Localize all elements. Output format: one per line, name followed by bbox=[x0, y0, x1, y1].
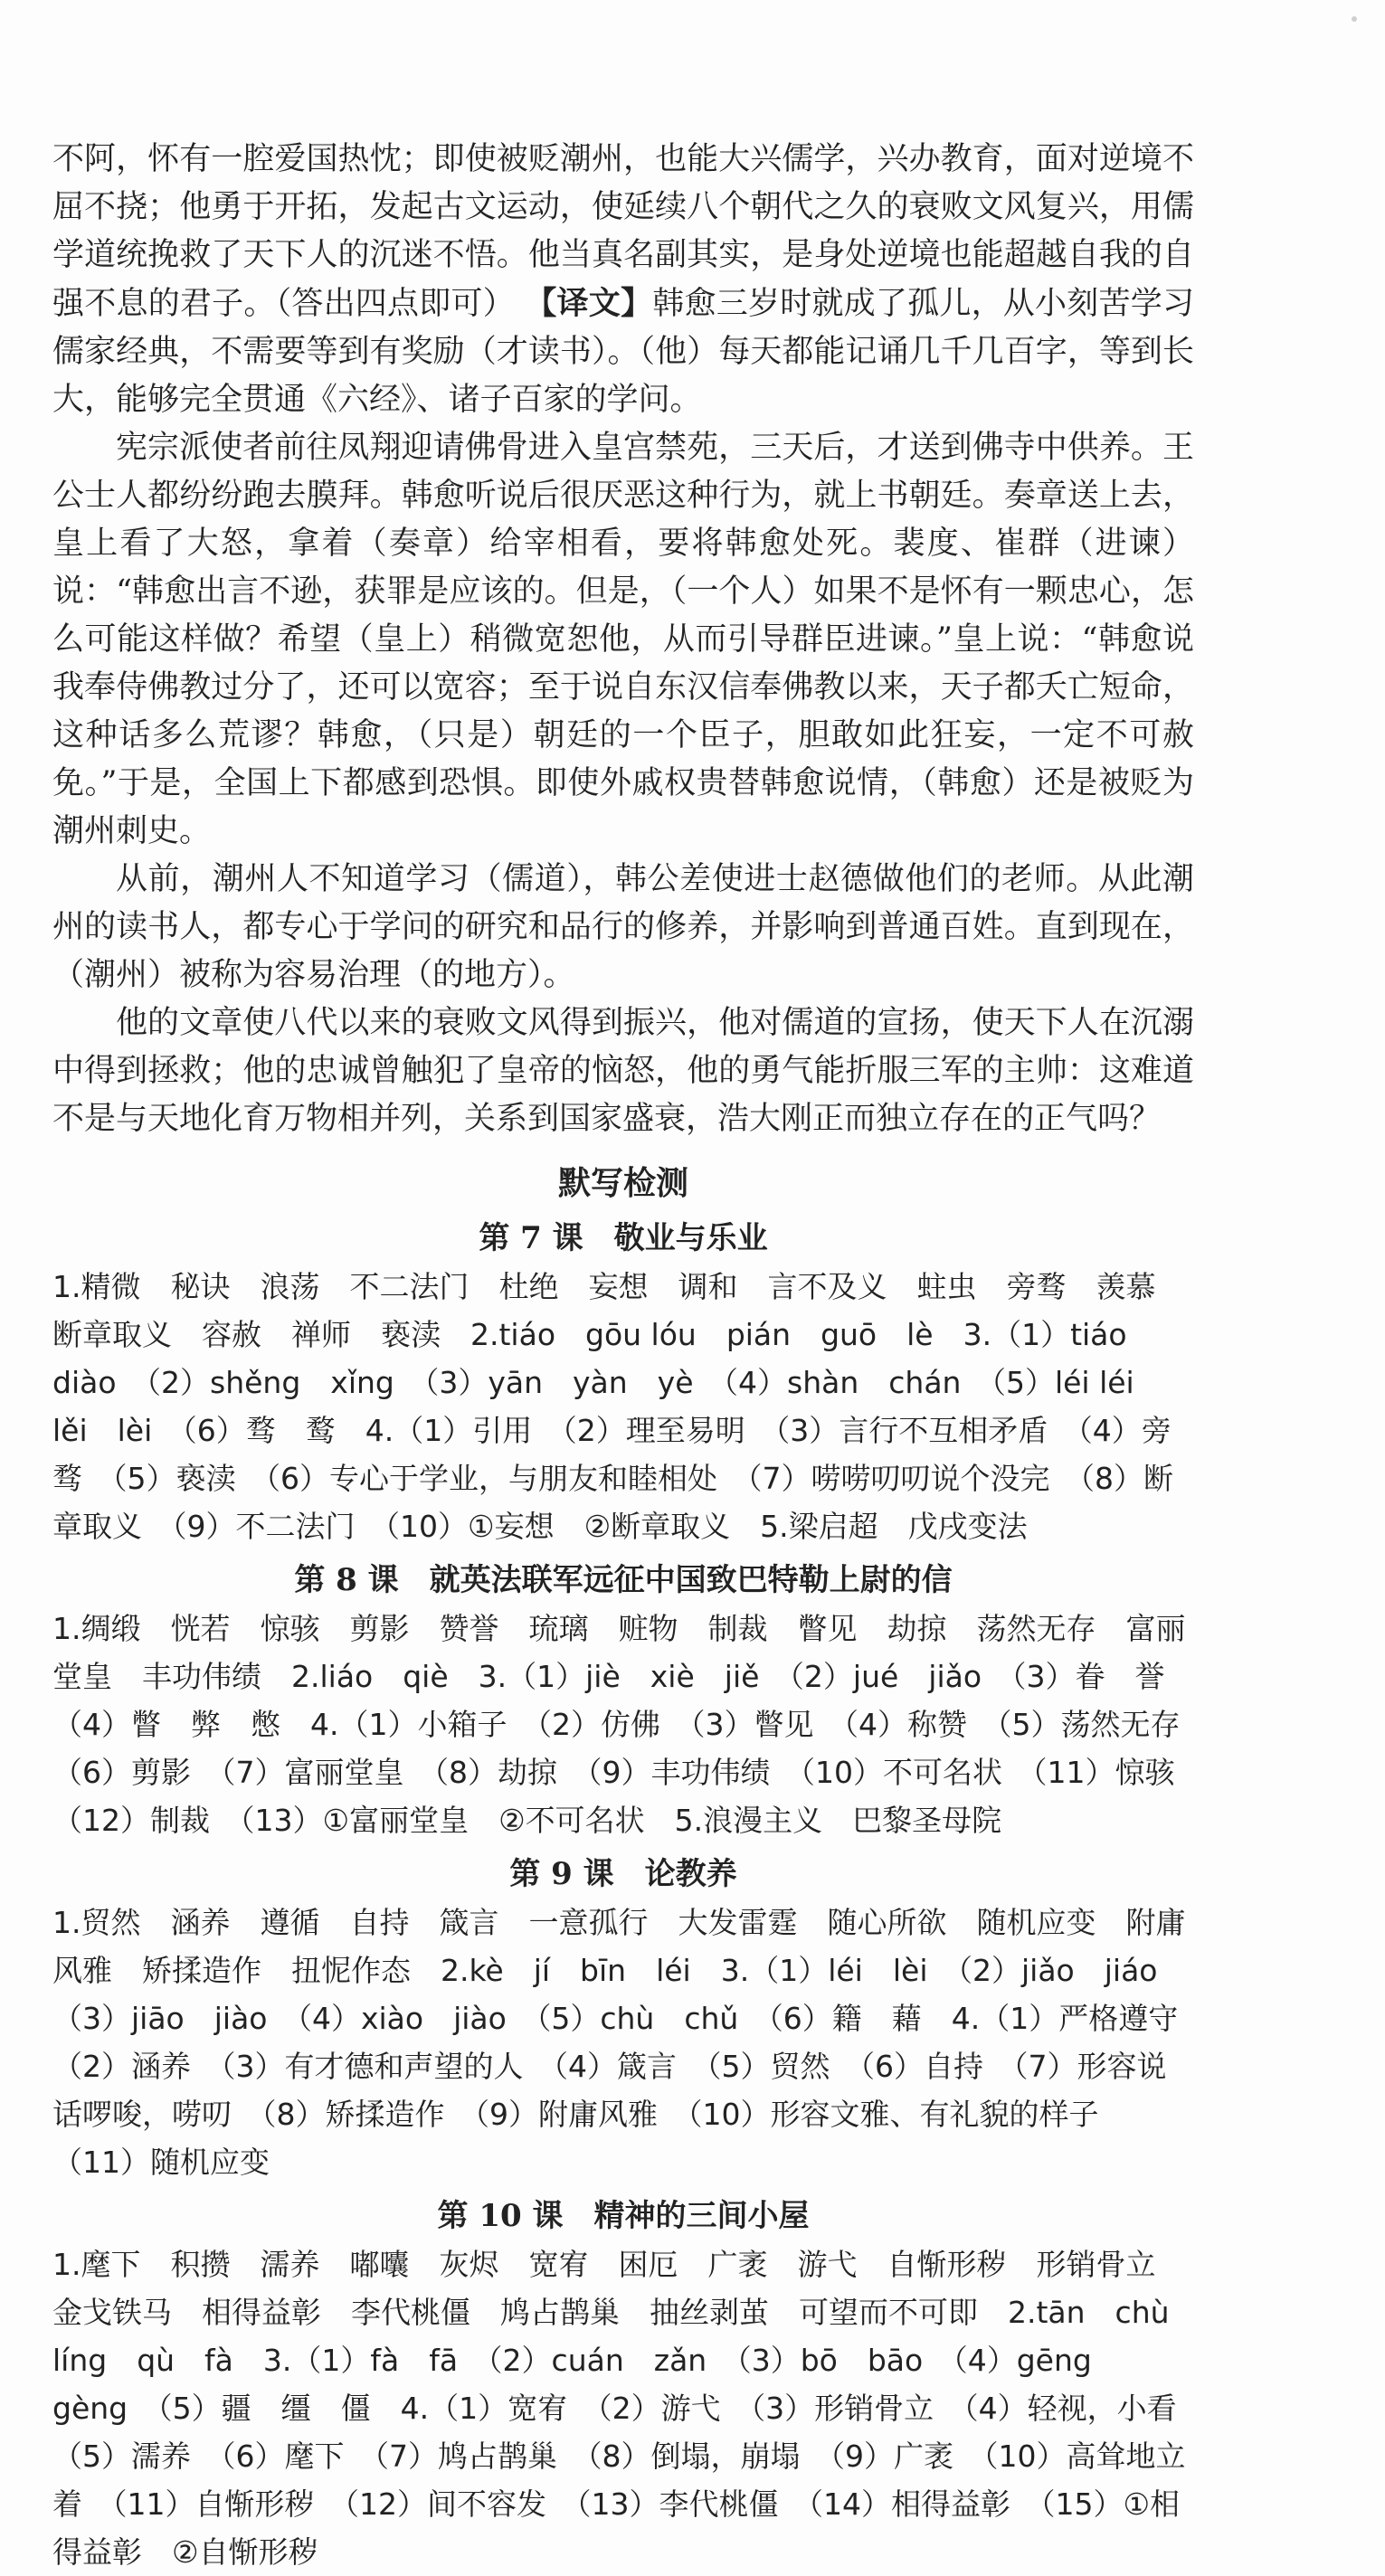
translation-paragraph-2: 从前，潮州人不知道学习（儒道），韩公差使进士赵德做他们的老师。从此潮州的读书人，都专心于学问的研究和品行的修养，并影响到普通百姓。直到现在，（潮州）被称为容易治理（的地方）。 bbox=[52, 861, 1194, 993]
intro-paragraph bbox=[52, 136, 1194, 424]
lesson-answers-7: 1.精微 秘诀 浪荡 不二法门 杜绝 妄想 调和 言不及义 蛀虫 旁骛 羡慕 断章取义 容赦 禅师 亵渎 2.tiáo gōu lóu pián guō lè 3.（1）tiáo diào （2）shěng xǐng （3）yān yàn yè （4）shàn chán （5）léi léi lěi lèi （6）骛 鹜 4.（1）引用 （2）理至易明 （3）言行不互相矛盾 （4）旁骛 （5）亵渎 （6）专心于学业，与朋友和睦相处 （7）唠唠叨叨说个没完 （8）断章取义 （9）不二法门 （10）①妄想 ②断章取义 5.梁启超 戊戌变法 bbox=[52, 1269, 1186, 1544]
lesson-title-8: 第 8 课 就英法联军远征中国致巴特勒上尉的信 bbox=[294, 1562, 953, 1598]
scan-dot bbox=[1352, 16, 1357, 22]
section-title: 默写检测 bbox=[557, 1164, 688, 1202]
translation-text: 韩愈三岁时就成了孤儿，从小刻苦学习儒家经典，不需要等到有奖励（才读书）。（他）每天都能记诵几千几百字，等到长大，能够完全贯通《六经》、诸子百家的学问。 bbox=[52, 286, 1194, 418]
lesson-answers-10: 1.麾下 积攒 濡养 嘟囔 灰烬 宽宥 困厄 广袤 游弋 自惭形秽 形销骨立 金戈铁马 相得益彰 李代桃僵 鸠占鹊巢 抽丝剥茧 可望而不可即 2.tān chù líng qù fà 3.（1）fà fā （2）cuán zǎn （3）bō bāo （4）gēng gèng （5）疆 缰 僵 4.（1）宽宥 （2）游弋 （3）形销骨立 （4）轻视，小看 （5）濡养 （6）麾下 （7）鸠占鹊巢 （8）倒塌，崩塌 （9）广袤 （10）高耸地立着 （11）自惭形秽 （12）间不容发 （13）李代桃僵 （14）相得益彰 （15）①相得益彰 ②自惭形秽 bbox=[52, 2247, 1207, 2570]
intro-text: 不阿，怀有一腔爱国热忱；即使被贬潮州，也能大兴儒学，兴办教育，面对逆境不屈不挠；他勇于开拓，发起古文运动，使延续八个朝代之久的衰败文风复兴，用儒学道统挽救了天下人的沉迷不悟。他当真名副其实，是身处逆境也能超越自我的自强不息的君子。（答出四点即可） bbox=[52, 141, 1194, 322]
document-body bbox=[52, 136, 1210, 2576]
translation-paragraph-1: 宪宗派使者前往凤翔迎请佛骨进入皇宫禁苑，三天后，才送到佛寺中供养。王公士人都纷纷跑去膜拜。韩愈听说后很厌恶这种行为，就上书朝廷。奏章送上去，皇上看了大怒，拿着（奏章）给宰相看，要将韩愈处死。裴度、崔群（进谏）说：“韩愈出言不逊，获罪是应该的。但是，（一个人）如果不是怀有一颗忠心，怎么可能这样做？希望（皇上）稍微宽恕他，从而引导群臣进谏。”皇上说：“韩愈说我奉侍佛教过分了，还可以宽容；至于说自东汉信奉佛教以来，天子都夭亡短命，这种话多么荒谬？韩愈，（只是）朝廷的一个臣子，胆敢如此狂妄，一定不可赦免。”于是，全国上下都感到恐惧。即使外戚权贵替韩愈说情，（韩愈）还是被贬为潮州刺史。 bbox=[52, 430, 1194, 849]
lesson-answers-9: 1.贸然 涵养 遵循 自持 箴言 一意孤行 大发雷霆 随心所欲 随机应变 附庸风雅 矫揉造作 扭怩作态 2.kè jí bīn léi 3.（1）léi lèi （2）jiǎo jiáo （3）jiāo jiào （4）xiào jiào （5）chù chǔ （6）籍 藉 4.（1）严格遵守 （2）涵养 （3）有才德和声望的人 （4）箴言 （5）贸然 （6）自持 （7）形容说话啰唆，唠叨 （8）矫揉造作 （9）附庸风雅 （10）形容文雅、有礼貌的样子 （11）随机应变 bbox=[52, 1905, 1209, 2180]
translation-paragraph-3: 他的文章使八代以来的衰败文风得到振兴，他对儒道的宣扬，使天下人在沉溺中得到拯救；他的忠诚曾触犯了皇帝的恼怒，他的勇气能折服三军的主帅：这难道不是与天地化育万物相并列，关系到国家盛衰，浩大刚正而独立存在的正气吗？ bbox=[52, 1005, 1194, 1137]
lesson-title-9: 第 9 课 论教养 bbox=[509, 1856, 737, 1892]
translation-label: 【译文】 bbox=[525, 285, 653, 322]
lesson-title-7: 第 7 课 敬业与乐业 bbox=[479, 1220, 768, 1256]
lesson-answers-8: 1.绸缎 恍若 惊骇 剪影 赞誉 琉璃 赃物 制裁 瞥见 劫掠 荡然无存 富丽堂皇 丰功伟绩 2.liáo qiè 3.（1）jiè xiè jiě （2）jué jiǎo （3）眷 誉 （4）瞥 弊 憋 4.（1）小箱子 （2）仿佛 （3）瞥见 （4）称赞 （5）荡然无存 （6）剪影 （7）富丽堂皇 （8）劫掠 （9）丰功伟绩 （10）不可名状 （11）惊骇 （12）制裁 （13）①富丽堂皇 ②不可名状 5.浪漫主义 巴黎圣母院 bbox=[52, 1611, 1210, 1838]
lesson-title-10: 第 10 课 精神的三间小屋 bbox=[437, 2198, 810, 2234]
